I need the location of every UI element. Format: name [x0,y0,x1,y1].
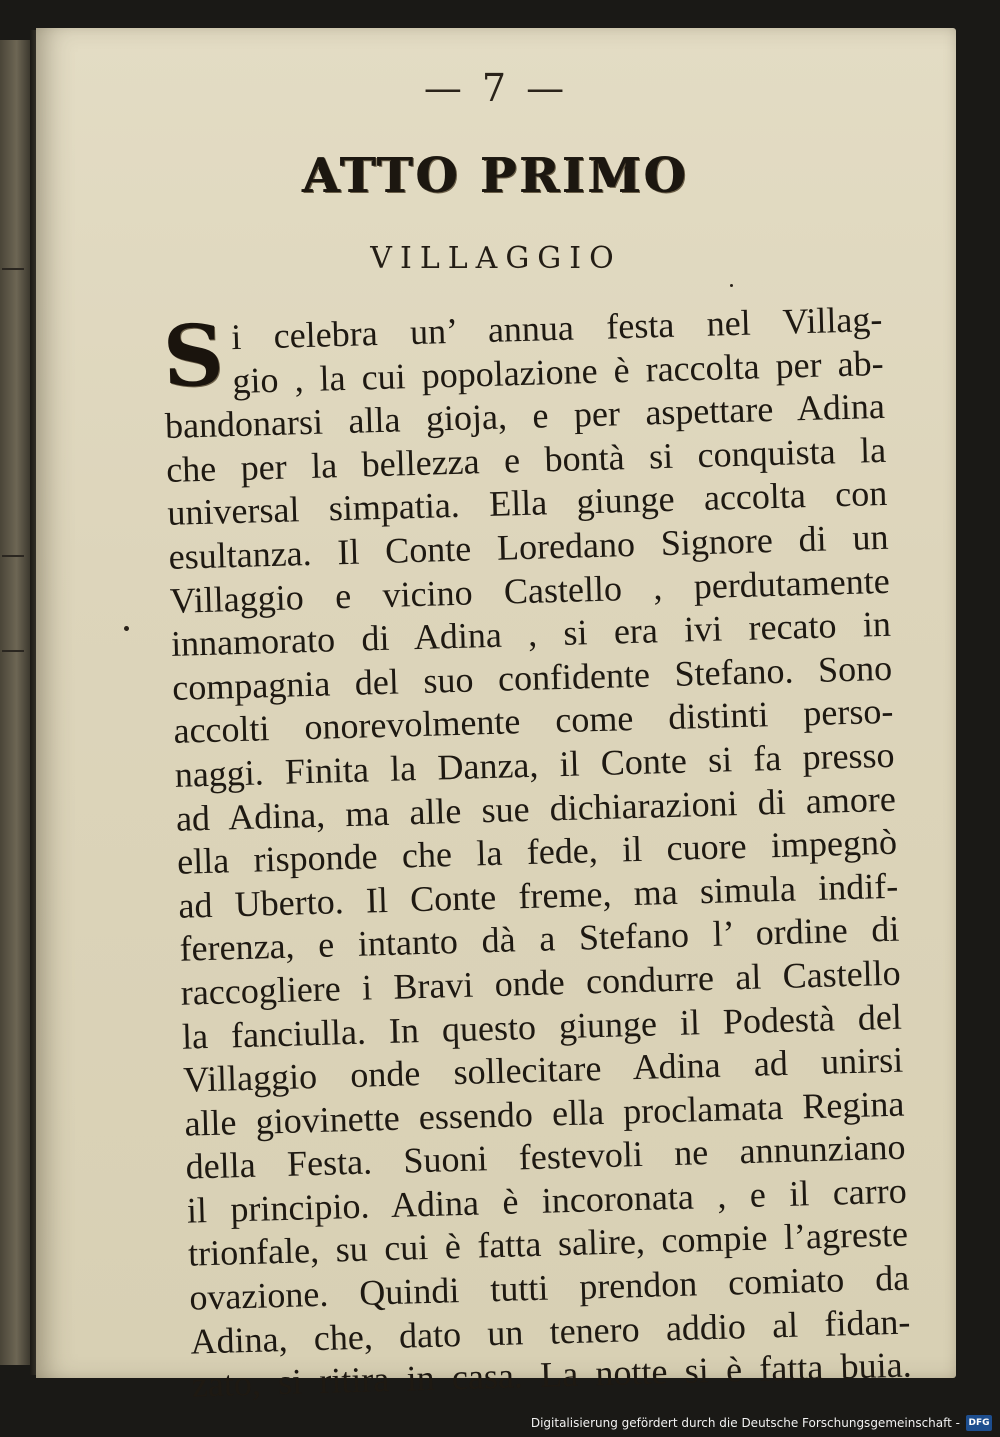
text-line: ad Uberto. Il Conte freme, ma simula indif- [177,865,899,926]
page-number: — 7 — [423,66,569,110]
text-line: alle giovinette essendo ella proclamata Regina [183,1083,905,1144]
text-line: universal simpatia. Ella giunge accolta con [166,473,888,534]
text-line: ad Adina, ma alle sue dichiarazioni di amore [175,778,897,839]
text-line: naggi. Finita la Danza, il Conte si fa presso [174,734,896,795]
text-line: ovazione. Quindi tutti prendon comiato da [188,1257,910,1318]
drop-cap: S [161,305,226,406]
book-page [36,28,956,1405]
text-line: ella risponde che la fede, il cuore impegnò [176,821,898,882]
text-line: raccogliere i Bravi onde condurre al Castello [180,952,902,1013]
text-line: i celebra un’ annua festa nel Villag- [230,298,883,358]
ink-speck [730,284,733,287]
text-line: la fanciulla. In questo giunge il Podestà del [181,996,903,1057]
text-line: esultanza. Il Conte Loredano Signore di un [168,516,889,577]
dfg-logo: DFG [966,1415,992,1431]
text-line: innamorato di Adina , si era ivi recato in [170,603,892,665]
text-line: che per la bellezza e bontà si conquista la [165,429,887,490]
text-line: Villaggio onde sollecitare Adina ad unirsi [182,1039,904,1100]
act-title: ATTO PRIMO [302,148,690,204]
previous-page-edge [0,40,30,1365]
text-line: trionfale, su cui è fatta salire, compie l’agreste [187,1214,909,1275]
digitization-footer [0,1411,1000,1437]
text-line: Villaggio e vicino Castello , perdutamente [169,560,891,621]
text-line: Adina, che, dato un tenero addio al fidan- [190,1301,911,1362]
text-line: zato, si ritira in casa. La notte si è fatta buia. [191,1344,913,1405]
funding-notice: Digitalisierung gefördert durch die Deutsche Forschungsgemeinschaft - [530,1416,960,1430]
text-line: bandonarsi alla gioja, e per aspettare Adina [164,386,886,447]
ink-speck [124,626,129,631]
page-edge-mark [2,650,24,652]
scene-title: VILLAGGIO [370,241,622,276]
text-line: della Festa. Suoni festevoli ne annunziano [185,1126,906,1187]
text-line: gio , la cui popolazione è raccolta per ab- [231,342,885,401]
synopsis-paragraph [162,298,912,1408]
text-line: ferenza, e intanto dà a Stefano l’ ordine di [179,908,900,970]
page-edge-mark [2,555,24,557]
text-line: il principio. Adina è incoronata , e il carro [186,1170,908,1231]
text-line: accolti onorevolmente come distinti perso- [172,691,894,752]
page-edge-mark [2,268,24,270]
text-line: compagnia del suo confidente Stefano. Sono [171,647,893,708]
